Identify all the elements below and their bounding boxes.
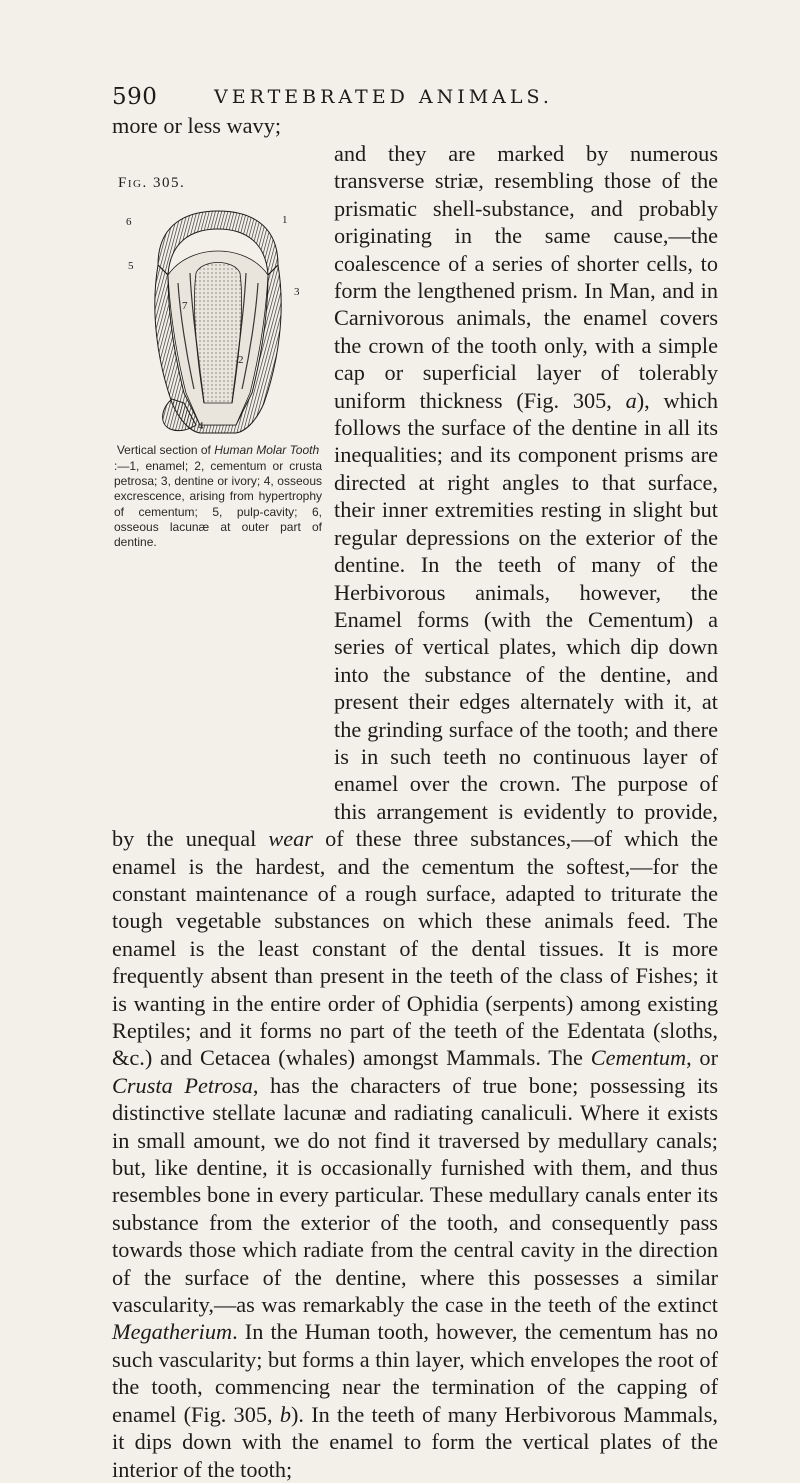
caption-title: Vertical section of Human Molar Tooth [116,443,320,458]
figure-ref-b: b [279,1401,291,1427]
marker-5: 5 [128,260,134,273]
body-text [112,113,719,1483]
caption-title-italic: Human Molar Tooth [214,443,320,458]
caption-body: :—1, enamel; 2, cementum or crusta petrosa; 3, dentine or ivory; 4, osseous excrescence, arising from hypertrophy of cementum; 5, pulp-cavity; 6, osseous lacunæ at outer part of dentine. [114,458,322,550]
term-crusta-petrosa: Crusta Petrosa [112,1072,253,1098]
page-number: 590 [112,84,158,110]
marker-4: 4 [198,420,204,433]
running-head: VERTEBRATED ANIMALS. [214,86,553,108]
figure-label: Fig. 305. [118,175,186,191]
marker-1: 1 [282,214,288,227]
marker-7: 7 [182,300,188,313]
tooth-section-illustration [118,203,314,435]
marker-3: 3 [294,286,300,299]
marker-2: 2 [238,354,244,367]
term-wear: wear [268,826,313,852]
figure-caption [112,443,322,550]
figure-ref-a: a [625,387,637,413]
figure-305 [112,168,322,798]
marker-6: 6 [126,216,132,229]
term-megatherium: Megatherium [112,1319,233,1345]
paragraph: more or less wavy; and they are marked by numerous transverse striæ, resembling those of the prismatic shell-substance, and probably originating in the same cause,—the coalescence of a series of shorter cells, to form the lengthened prism. In Man, and in Carnivorous animals, the enamel covers the crown of the tooth only, with a simple cap or superficial layer of tolerably uniform thickness (Fig. 305, a), which follows the surface of the dentine in all its inequalities; and its component prisms are directed at right angles to that surface, their inner extremities resting in slight but regular depressions on the exterior of the dentine. In the teeth of many of the Herbivorous animals, however, the Enamel forms (with the Cementum) a series of vertical plates, which dip down into the substance of the dentine, and present their edges alternately with it, at the grinding surface of the tooth; and there is in such teeth no continuous layer of enamel over the crown. The purpose of this arrangement is evidently to provide, by the unequal wear of these three substances,—of which the enamel is the hardest, and the cementum the softest,—for the constant maintenance of a rough surface, adapted to triturate the tough vegetable substances on which these animals feed. The enamel is the least constant of the dental tissues. It is more frequently absent than present in the teeth of the class of Fishes; it is wanting in the entire order of Ophidia (serpents) among existing Reptiles; and it forms no part of the teeth of the Edentata (sloths, &c.) and Cetacea (whales) amongst Mammals. The Cementum, or Crusta Petrosa, has the characters of true bone; possessing its distinctive stellate lacunæ and radiating canaliculi. Where it exists in small amount, we do not find it traversed by medullary canals; but, like dentine, it is occasionally furnished with them, and thus resembles bone in every particular. These medullary canals enter its substance from the exterior of the tooth, and consequently pass towards those which radiate from the central cavity in the direction of the surface of the dentine, where this possesses a similar vascularity,—as was remarkably the case in the teeth of the extinct Megatherium. In the Human tooth, however, the cementum has no such vascularity; but forms a thin layer, which envelopes the root of the tooth, commencing near the termination of the capping of enamel (Fig. 305, b). In the teeth of many Herbivorous Mammals, it dips down with the enamel to form the vertical plates of the interior of the tooth; [112,113,719,1482]
pulp-cavity [194,263,241,404]
term-cementum: Cementum [590,1045,687,1071]
lead-in: more or less wavy; [112,113,282,138]
